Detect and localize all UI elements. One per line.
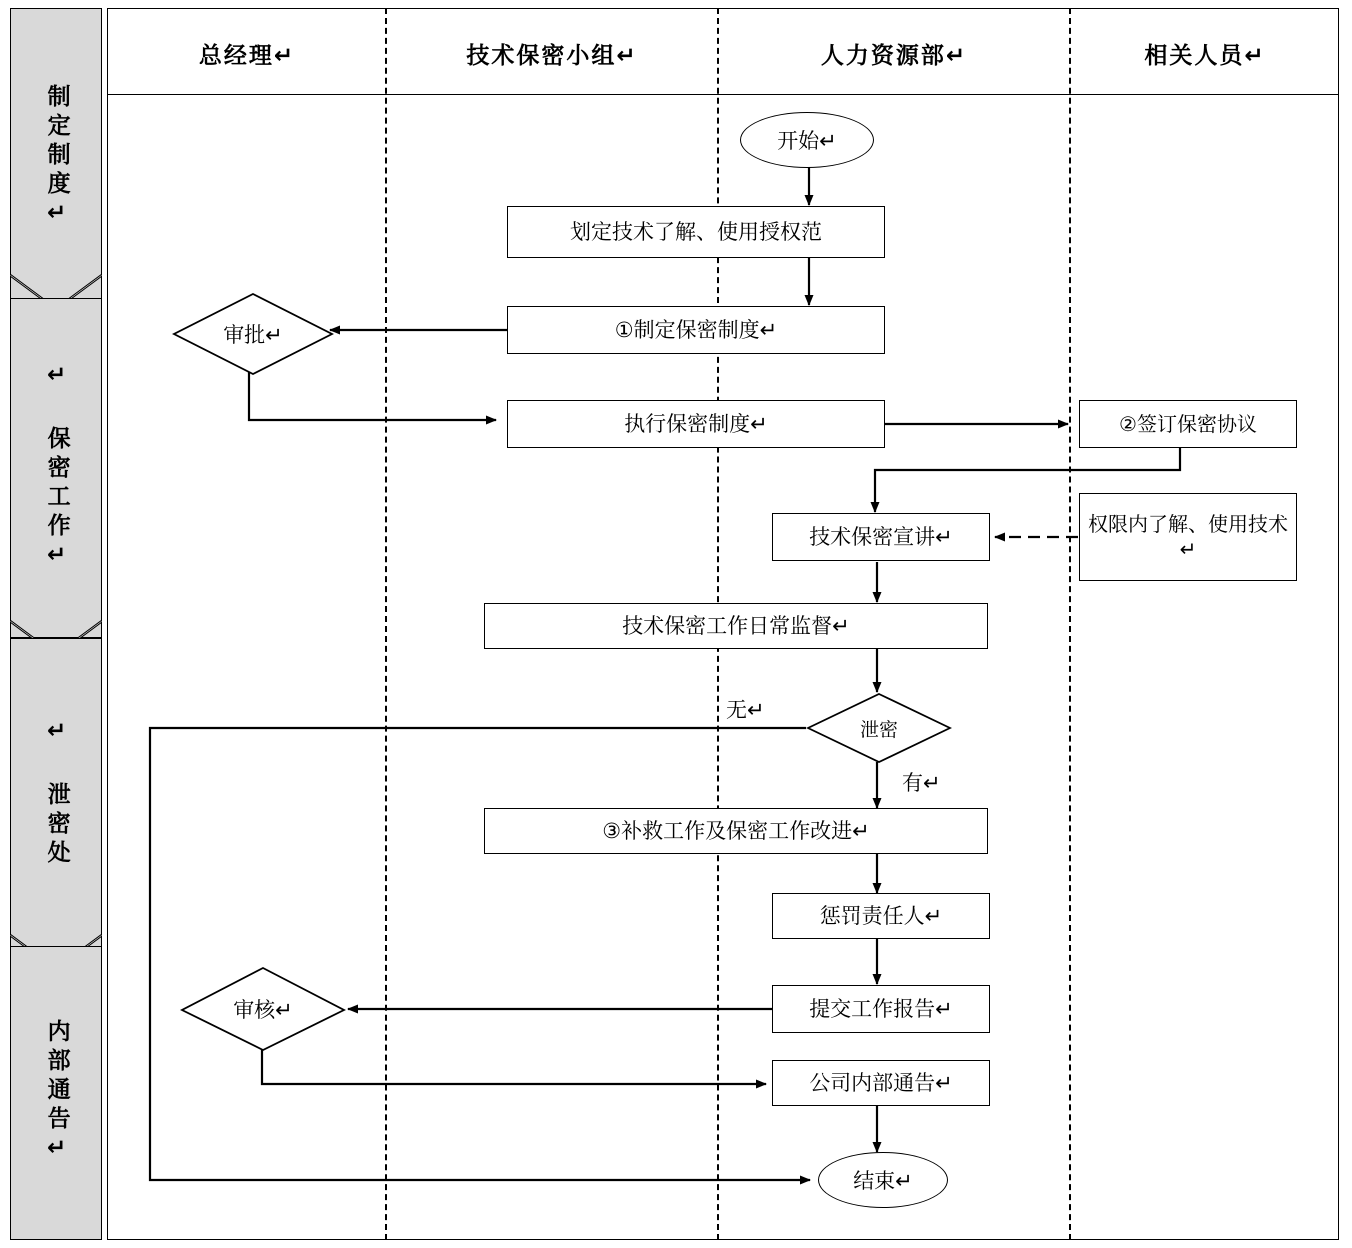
phase-band-1 xyxy=(10,8,102,308)
phase-label-4: 内部通告↵ xyxy=(43,1019,70,1167)
column-header-related-staff: 相关人员↵ xyxy=(1144,42,1266,69)
node-authorized-use[interactable]: 权限内了解、使用技术↵ xyxy=(1079,493,1297,581)
phase-band-4 xyxy=(10,946,102,1240)
node-punish-responsible[interactable]: 惩罚责任人↵ xyxy=(772,893,990,939)
edge-label-no: 无↵ xyxy=(726,698,765,722)
node-define-scope[interactable]: 划定技术了解、使用授权范 xyxy=(507,206,885,258)
column-header-general-manager: 总经理↵ xyxy=(198,42,296,69)
node-security-lecture[interactable]: 技术保密宣讲↵ xyxy=(772,513,990,561)
node-end[interactable]: 结束↵ xyxy=(818,1152,948,1208)
node-remedy-improve[interactable]: ③补救工作及保密工作改进↵ xyxy=(484,808,988,854)
node-daily-supervision[interactable]: 技术保密工作日常监督↵ xyxy=(484,603,988,649)
column-header-band xyxy=(107,8,1339,96)
node-internal-announcement[interactable]: 公司内部通告↵ xyxy=(772,1060,990,1106)
edge-label-yes: 有↵ xyxy=(902,771,941,795)
column-divider-3 xyxy=(1069,8,1071,1240)
node-approval-decision-label: 审批↵ xyxy=(223,323,283,347)
phase-rail xyxy=(10,8,102,1240)
column-header-hr: 人力资源部↵ xyxy=(820,42,968,69)
node-execute-system[interactable]: 执行保密制度↵ xyxy=(507,400,885,448)
phase-label-1: 制定制度↵ xyxy=(43,84,70,232)
flowchart-body xyxy=(107,95,1339,1240)
node-leak-decision[interactable] xyxy=(806,692,952,764)
phase-band-3 xyxy=(10,638,102,948)
phase-band-2 xyxy=(10,298,102,638)
node-submit-report[interactable]: 提交工作报告↵ xyxy=(772,985,990,1033)
node-start[interactable]: 开始↵ xyxy=(740,112,874,168)
column-header-tech-security-team: 技术保密小组↵ xyxy=(466,42,638,69)
node-review-decision[interactable] xyxy=(180,966,346,1052)
node-review-decision-label: 审核↵ xyxy=(233,998,293,1022)
node-leak-decision-label: 泄密 xyxy=(859,718,898,741)
node-make-confidentiality-system[interactable]: ①制定保密制度↵ xyxy=(507,306,885,354)
node-approval-decision[interactable] xyxy=(172,292,334,376)
phase-label-2: ↵ 保密工作↵ xyxy=(43,362,70,574)
column-divider-1 xyxy=(385,8,387,1240)
node-sign-nda[interactable]: ②签订保密协议 xyxy=(1079,400,1297,448)
phase-label-3: ↵ 泄密处 xyxy=(43,717,70,869)
